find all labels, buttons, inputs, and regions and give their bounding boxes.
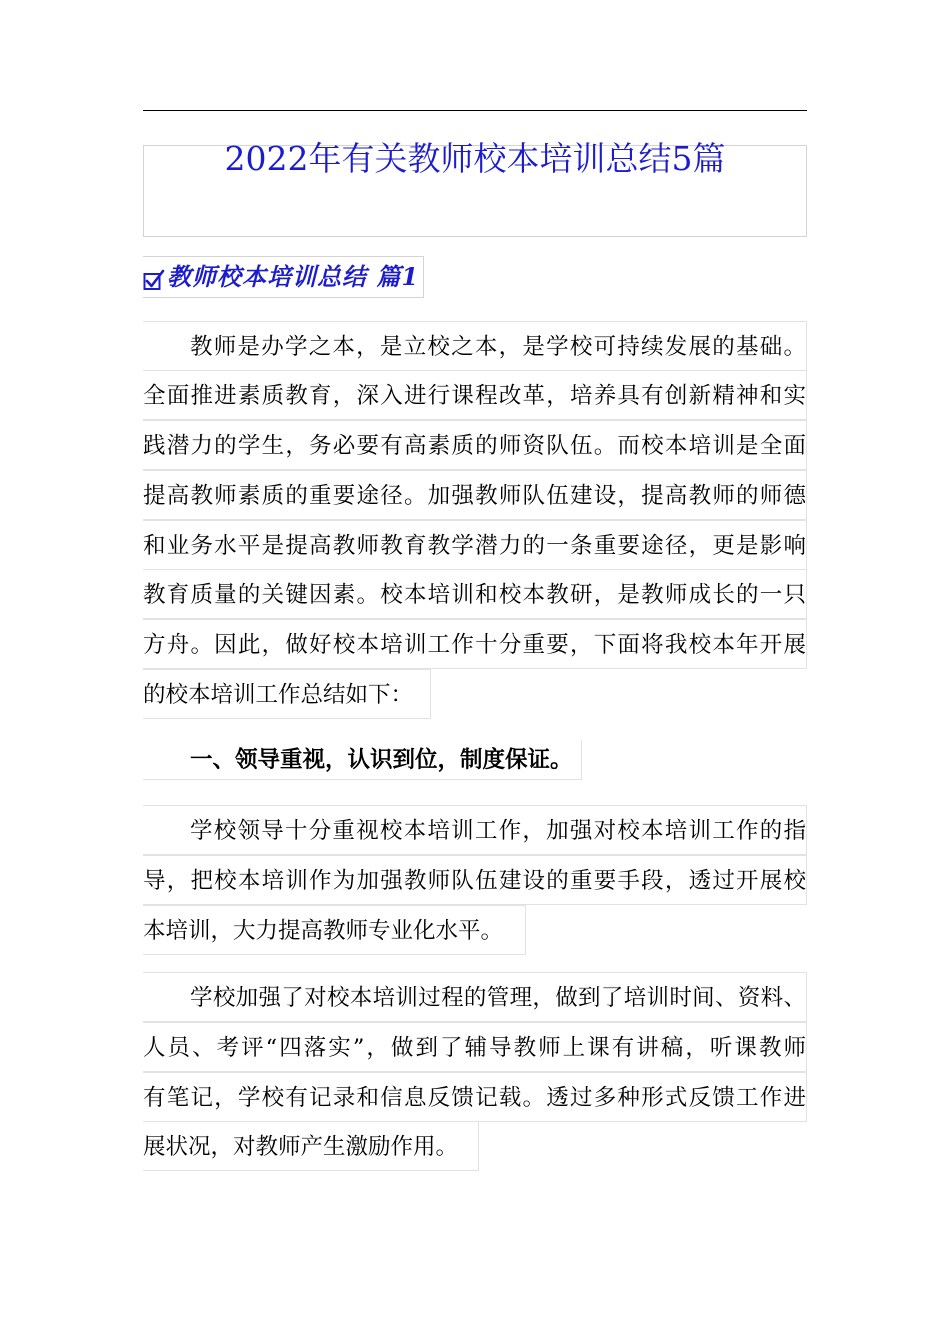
- paragraph-1-line-5: 和业务水平是提高教师教育教学潜力的一条重要途径，更是影响: [143, 520, 807, 570]
- document-title: 2022年有关教师校本培训总结5篇: [224, 139, 726, 178]
- section-heading-1: 一、领导重视，认识到位，制度保证。: [143, 740, 582, 780]
- paragraph-3-line-4: 展状况，对教师产生激励作用。: [143, 1121, 479, 1171]
- paragraph-2-line-1: 学校领导十分重视校本培训工作，加强对校本培训工作的指: [143, 805, 807, 855]
- paragraph-3-line-2: 人员、考评“四落实”，做到了辅导教师上课有讲稿，听课教师: [143, 1022, 807, 1072]
- paragraph-1-line-3: 践潜力的学生，务必要有高素质的师资队伍。而校本培训是全面: [143, 420, 807, 470]
- subheading: [143, 256, 424, 298]
- paragraph-1-line-8: 的校本培训工作总结如下：: [143, 669, 431, 719]
- subheading-text: 教师校本培训总结 篇1: [167, 262, 420, 291]
- paragraph-1-line-6: 教育质量的关键因素。校本培训和校本教研，是教师成长的一只: [143, 569, 807, 619]
- checkbox-checked-icon: [143, 268, 165, 292]
- top-rule: [143, 110, 807, 111]
- paragraph-1-line-1: 教师是办学之本，是立校之本，是学校可持续发展的基础。: [143, 321, 807, 371]
- paragraph-1-line-2: 全面推进素质教育，深入进行课程改革，培养具有创新精神和实: [143, 370, 807, 420]
- paragraph-2-line-3: 本培训，大力提高教师专业化水平。: [143, 905, 526, 955]
- paragraph-1-line-4: 提高教师素质的重要途径。加强教师队伍建设，提高教师的师德: [143, 470, 807, 520]
- paragraph-1-line-7: 方舟。因此，做好校本培训工作十分重要，下面将我校本年开展: [143, 619, 807, 669]
- paragraph-3-line-1: 学校加强了对校本培训过程的管理，做到了培训时间、资料、: [143, 972, 807, 1022]
- paragraph-3-line-3: 有笔记，学校有记录和信息反馈记载。透过多种形式反馈工作进: [143, 1072, 807, 1122]
- paragraph-2-line-2: 导，把校本培训作为加强教师队伍建设的重要手段，透过开展校: [143, 855, 807, 905]
